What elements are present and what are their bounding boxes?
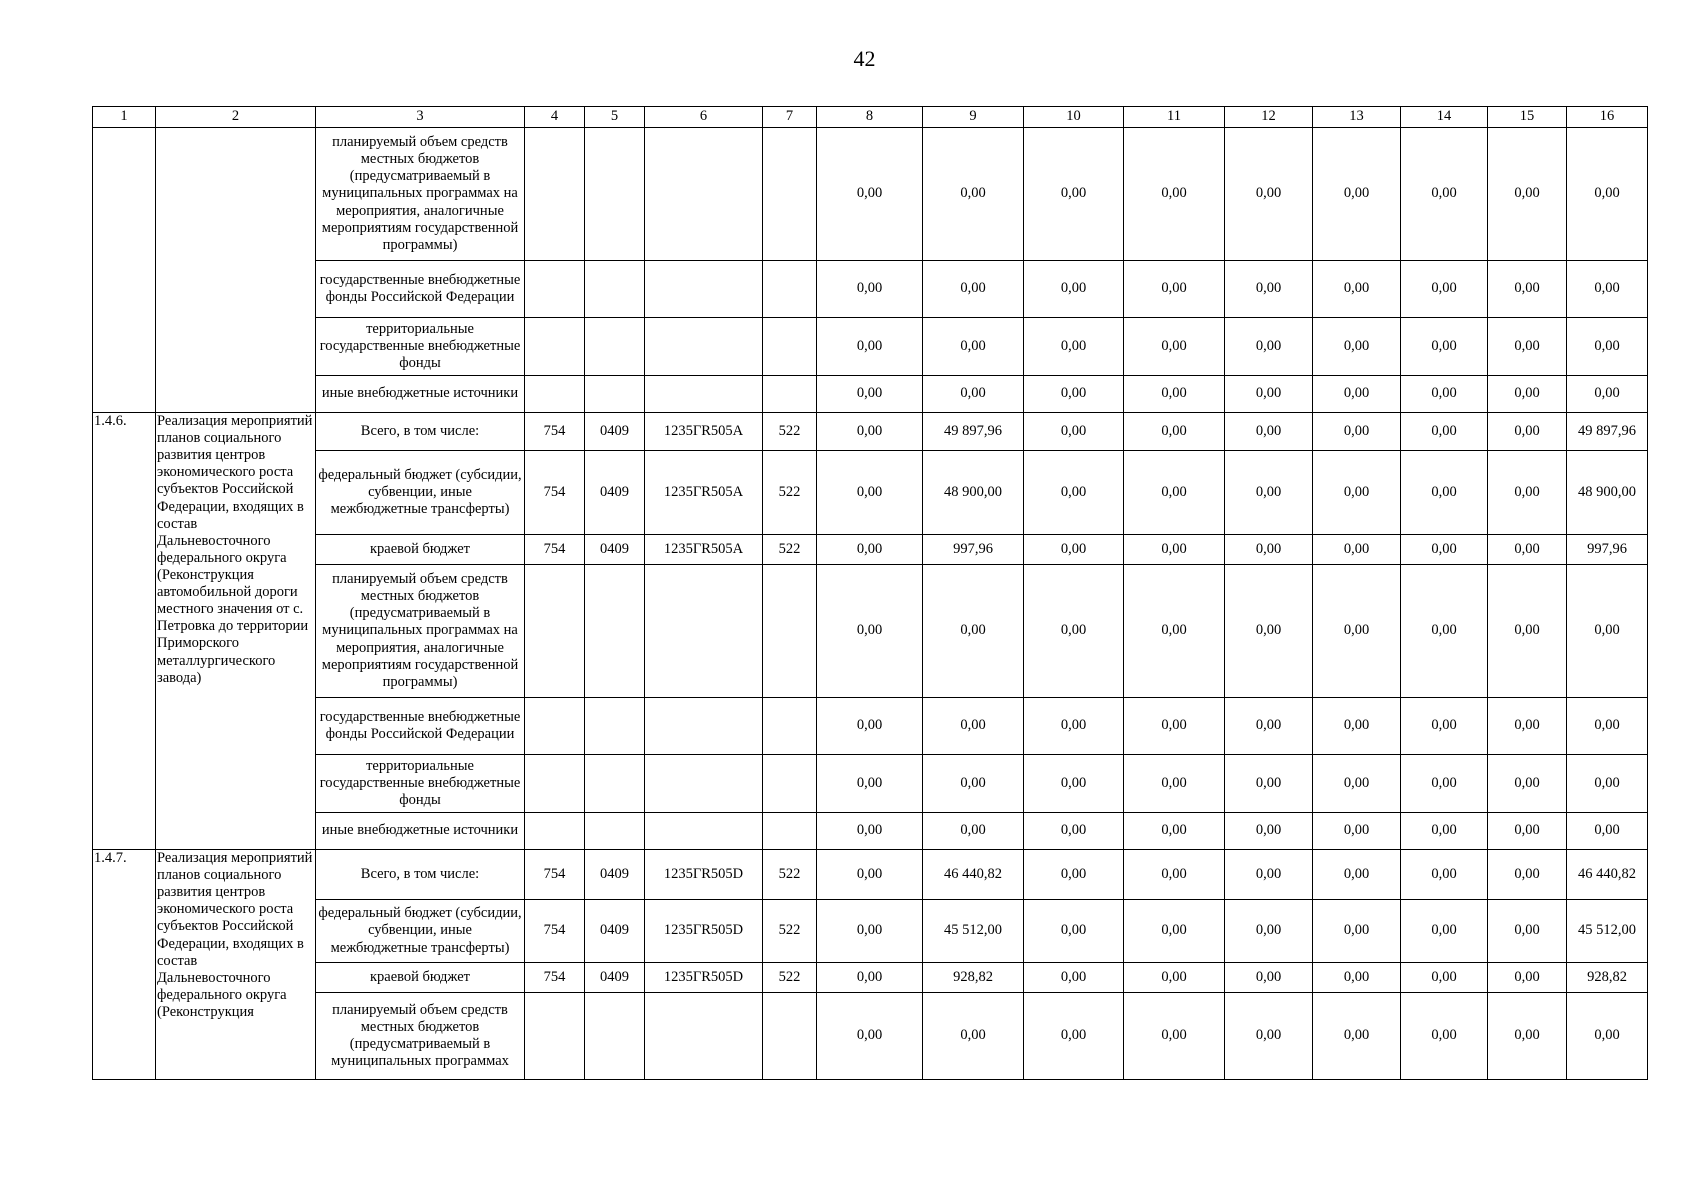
table-row xyxy=(93,565,1648,698)
section-code: 0409 xyxy=(585,413,645,451)
funding-source: краевой бюджет xyxy=(316,963,525,993)
amount-cell: 45 512,00 xyxy=(1567,900,1648,963)
amount-cell: 0,00 xyxy=(817,993,923,1080)
amount-cell: 0,00 xyxy=(1488,451,1567,535)
page-number: 42 xyxy=(853,46,876,71)
amount-cell: 928,82 xyxy=(1567,963,1648,993)
header-cell: 6 xyxy=(645,107,763,128)
amount-cell: 0,00 xyxy=(817,963,923,993)
amount-cell: 0,00 xyxy=(1313,755,1401,813)
target-article-code xyxy=(645,993,763,1080)
amount-cell: 0,00 xyxy=(1401,565,1488,698)
funding-source: государственные внебюджетные фонды Российской Федерации xyxy=(316,698,525,755)
amount-cell: 0,00 xyxy=(1488,900,1567,963)
amount-cell: 0,00 xyxy=(1401,451,1488,535)
amount-cell: 0,00 xyxy=(923,318,1024,376)
expense-type-code xyxy=(763,755,817,813)
amount-cell: 0,00 xyxy=(1401,413,1488,451)
section-code xyxy=(585,755,645,813)
amount-cell: 0,00 xyxy=(923,128,1024,261)
item-number-cell xyxy=(93,128,156,413)
amount-cell: 0,00 xyxy=(923,698,1024,755)
amount-cell: 0,00 xyxy=(1313,413,1401,451)
amount-cell: 0,00 xyxy=(1488,698,1567,755)
amount-cell: 0,00 xyxy=(923,755,1024,813)
amount-cell: 0,00 xyxy=(1401,376,1488,413)
amount-cell: 0,00 xyxy=(1124,413,1225,451)
amount-cell: 0,00 xyxy=(1488,376,1567,413)
amount-cell: 0,00 xyxy=(1024,128,1124,261)
target-article-code xyxy=(645,698,763,755)
funding-source: Всего, в том числе: xyxy=(316,413,525,451)
admin-code xyxy=(525,318,585,376)
amount-cell: 0,00 xyxy=(817,698,923,755)
section-code xyxy=(585,813,645,850)
amount-cell: 0,00 xyxy=(817,261,923,318)
amount-cell: 0,00 xyxy=(1024,755,1124,813)
amount-cell: 0,00 xyxy=(1024,535,1124,565)
amount-cell: 0,00 xyxy=(1488,850,1567,900)
amount-cell: 0,00 xyxy=(1401,813,1488,850)
section-code xyxy=(585,565,645,698)
amount-cell: 0,00 xyxy=(1225,413,1313,451)
table-row xyxy=(93,261,1648,318)
funding-source: иные внебюджетные источники xyxy=(316,813,525,850)
amount-cell: 0,00 xyxy=(1567,318,1648,376)
expense-type-code xyxy=(763,261,817,318)
funding-source: планируемый объем средств местных бюджетов (предусматриваемый в муниципальных программах на мероприятия, аналогичные мероприятиям государственной программы) xyxy=(316,565,525,698)
section-code xyxy=(585,698,645,755)
amount-cell: 0,00 xyxy=(1225,535,1313,565)
amount-cell: 0,00 xyxy=(1313,376,1401,413)
amount-cell: 0,00 xyxy=(1488,413,1567,451)
amount-cell: 997,96 xyxy=(1567,535,1648,565)
table-row xyxy=(93,850,1648,900)
item-name-cell xyxy=(156,128,316,413)
amount-cell: 0,00 xyxy=(1225,900,1313,963)
amount-cell: 0,00 xyxy=(1313,318,1401,376)
expense-type-code xyxy=(763,128,817,261)
amount-cell: 0,00 xyxy=(1124,451,1225,535)
amount-cell: 49 897,96 xyxy=(1567,413,1648,451)
expense-type-code xyxy=(763,813,817,850)
amount-cell: 0,00 xyxy=(1313,535,1401,565)
target-article-code xyxy=(645,376,763,413)
header-cell: 5 xyxy=(585,107,645,128)
amount-cell: 48 900,00 xyxy=(923,451,1024,535)
amount-cell: 0,00 xyxy=(1488,963,1567,993)
amount-cell: 0,00 xyxy=(1124,128,1225,261)
amount-cell: 0,00 xyxy=(1124,698,1225,755)
amount-cell: 0,00 xyxy=(1124,813,1225,850)
header-cell: 12 xyxy=(1225,107,1313,128)
amount-cell: 48 900,00 xyxy=(1567,451,1648,535)
section-code: 0409 xyxy=(585,451,645,535)
amount-cell: 0,00 xyxy=(1225,813,1313,850)
admin-code: 754 xyxy=(525,451,585,535)
column-number-header-row xyxy=(93,107,1648,128)
target-article-code xyxy=(645,813,763,850)
amount-cell: 0,00 xyxy=(1024,318,1124,376)
table-row xyxy=(93,413,1648,451)
target-article-code: 1235ГR505D xyxy=(645,900,763,963)
amount-cell: 0,00 xyxy=(923,993,1024,1080)
amount-cell: 0,00 xyxy=(1567,698,1648,755)
amount-cell: 0,00 xyxy=(1488,813,1567,850)
amount-cell: 0,00 xyxy=(1024,900,1124,963)
amount-cell: 0,00 xyxy=(817,413,923,451)
amount-cell: 0,00 xyxy=(1124,261,1225,318)
admin-code: 754 xyxy=(525,850,585,900)
expense-type-code xyxy=(763,993,817,1080)
amount-cell: 0,00 xyxy=(1488,565,1567,698)
amount-cell: 0,00 xyxy=(1313,451,1401,535)
amount-cell: 0,00 xyxy=(1401,261,1488,318)
amount-cell: 0,00 xyxy=(923,376,1024,413)
item-name: Реализация мероприятий планов социального развития центров экономического роста субъектов Российской Федерации, входящих в состав Дальневосточного федерального округа (Реконструкция автомобильной дороги местного значения от с. Петровка до территории Приморского металлургического завода) xyxy=(156,413,316,850)
amount-cell: 0,00 xyxy=(1124,850,1225,900)
expense-type-code: 522 xyxy=(763,451,817,535)
item-number: 1.4.6. xyxy=(93,413,156,850)
header-cell: 4 xyxy=(525,107,585,128)
header-cell: 10 xyxy=(1024,107,1124,128)
target-article-code xyxy=(645,318,763,376)
budget-table xyxy=(92,106,1648,1080)
target-article-code: 1235ГR505A xyxy=(645,451,763,535)
amount-cell: 0,00 xyxy=(817,451,923,535)
funding-source: иные внебюджетные источники xyxy=(316,376,525,413)
admin-code xyxy=(525,128,585,261)
amount-cell: 0,00 xyxy=(1313,128,1401,261)
amount-cell: 0,00 xyxy=(1024,963,1124,993)
amount-cell: 0,00 xyxy=(1567,565,1648,698)
funding-source: территориальные государственные внебюджетные фонды xyxy=(316,755,525,813)
expense-type-code xyxy=(763,565,817,698)
amount-cell: 0,00 xyxy=(817,900,923,963)
target-article-code xyxy=(645,128,763,261)
amount-cell: 49 897,96 xyxy=(923,413,1024,451)
amount-cell: 0,00 xyxy=(817,813,923,850)
amount-cell: 0,00 xyxy=(1124,900,1225,963)
table-row xyxy=(93,900,1648,963)
funding-source: государственные внебюджетные фонды Российской Федерации xyxy=(316,261,525,318)
amount-cell: 0,00 xyxy=(1225,698,1313,755)
header-cell: 13 xyxy=(1313,107,1401,128)
target-article-code: 1235ГR505A xyxy=(645,535,763,565)
header-cell: 15 xyxy=(1488,107,1567,128)
section-code: 0409 xyxy=(585,535,645,565)
target-article-code xyxy=(645,261,763,318)
table-row xyxy=(93,813,1648,850)
expense-type-code: 522 xyxy=(763,850,817,900)
amount-cell: 0,00 xyxy=(817,535,923,565)
amount-cell: 0,00 xyxy=(1488,318,1567,376)
amount-cell: 0,00 xyxy=(1124,535,1225,565)
amount-cell: 0,00 xyxy=(1313,813,1401,850)
section-code: 0409 xyxy=(585,900,645,963)
amount-cell: 0,00 xyxy=(1124,318,1225,376)
amount-cell: 0,00 xyxy=(817,128,923,261)
table-row xyxy=(93,755,1648,813)
amount-cell: 0,00 xyxy=(1024,565,1124,698)
section-code xyxy=(585,128,645,261)
amount-cell: 46 440,82 xyxy=(923,850,1024,900)
amount-cell: 0,00 xyxy=(1024,413,1124,451)
amount-cell: 45 512,00 xyxy=(923,900,1024,963)
target-article-code xyxy=(645,565,763,698)
amount-cell: 0,00 xyxy=(923,565,1024,698)
table-row xyxy=(93,963,1648,993)
item-name: Реализация мероприятий планов социального развития центров экономического роста субъектов Российской Федерации, входящих в состав Дальневосточного федерального округа (Реконструкция xyxy=(156,850,316,1080)
amount-cell: 0,00 xyxy=(1225,261,1313,318)
amount-cell: 0,00 xyxy=(817,850,923,900)
amount-cell: 0,00 xyxy=(1225,376,1313,413)
amount-cell: 0,00 xyxy=(1225,993,1313,1080)
funding-source: Всего, в том числе: xyxy=(316,850,525,900)
expense-type-code xyxy=(763,318,817,376)
amount-cell: 0,00 xyxy=(1225,850,1313,900)
amount-cell: 0,00 xyxy=(1225,451,1313,535)
amount-cell: 0,00 xyxy=(817,565,923,698)
admin-code: 754 xyxy=(525,900,585,963)
amount-cell: 0,00 xyxy=(817,376,923,413)
amount-cell: 0,00 xyxy=(1401,698,1488,755)
amount-cell: 0,00 xyxy=(1225,963,1313,993)
amount-cell: 0,00 xyxy=(923,261,1024,318)
amount-cell: 0,00 xyxy=(1313,900,1401,963)
funding-source: федеральный бюджет (субсидии, субвенции, иные межбюджетные трансферты) xyxy=(316,451,525,535)
amount-cell: 0,00 xyxy=(1225,755,1313,813)
amount-cell: 0,00 xyxy=(1124,993,1225,1080)
funding-source: планируемый объем средств местных бюджетов (предусматриваемый в муниципальных программах xyxy=(316,993,525,1080)
amount-cell: 0,00 xyxy=(1567,993,1648,1080)
header-cell: 3 xyxy=(316,107,525,128)
amount-cell: 0,00 xyxy=(1313,698,1401,755)
amount-cell: 0,00 xyxy=(1225,128,1313,261)
table-row xyxy=(93,128,1648,261)
table-body xyxy=(93,107,1648,1080)
amount-cell: 0,00 xyxy=(1124,963,1225,993)
table-row xyxy=(93,376,1648,413)
admin-code xyxy=(525,813,585,850)
admin-code: 754 xyxy=(525,535,585,565)
admin-code xyxy=(525,698,585,755)
section-code xyxy=(585,261,645,318)
table-row xyxy=(93,535,1648,565)
header-cell: 9 xyxy=(923,107,1024,128)
amount-cell: 0,00 xyxy=(1024,850,1124,900)
amount-cell: 0,00 xyxy=(1124,376,1225,413)
amount-cell: 0,00 xyxy=(1313,565,1401,698)
amount-cell: 0,00 xyxy=(1024,698,1124,755)
target-article-code: 1235ГR505A xyxy=(645,413,763,451)
expense-type-code xyxy=(763,376,817,413)
amount-cell: 0,00 xyxy=(1401,128,1488,261)
header-cell: 7 xyxy=(763,107,817,128)
amount-cell: 0,00 xyxy=(1401,850,1488,900)
table-row xyxy=(93,451,1648,535)
admin-code xyxy=(525,993,585,1080)
amount-cell: 0,00 xyxy=(1401,755,1488,813)
funding-source: федеральный бюджет (субсидии, субвенции, иные межбюджетные трансферты) xyxy=(316,900,525,963)
amount-cell: 928,82 xyxy=(923,963,1024,993)
header-cell: 16 xyxy=(1567,107,1648,128)
amount-cell: 0,00 xyxy=(1401,318,1488,376)
amount-cell: 0,00 xyxy=(1124,565,1225,698)
amount-cell: 0,00 xyxy=(1567,261,1648,318)
funding-source: территориальные государственные внебюджетные фонды xyxy=(316,318,525,376)
amount-cell: 0,00 xyxy=(1567,376,1648,413)
section-code: 0409 xyxy=(585,963,645,993)
amount-cell: 0,00 xyxy=(1567,128,1648,261)
expense-type-code xyxy=(763,698,817,755)
expense-type-code: 522 xyxy=(763,900,817,963)
admin-code: 754 xyxy=(525,963,585,993)
amount-cell: 997,96 xyxy=(923,535,1024,565)
table-row xyxy=(93,993,1648,1080)
target-article-code xyxy=(645,755,763,813)
amount-cell: 0,00 xyxy=(923,813,1024,850)
header-cell: 14 xyxy=(1401,107,1488,128)
header-cell: 2 xyxy=(156,107,316,128)
amount-cell: 0,00 xyxy=(1024,993,1124,1080)
amount-cell: 0,00 xyxy=(1488,993,1567,1080)
amount-cell: 0,00 xyxy=(1024,813,1124,850)
amount-cell: 0,00 xyxy=(1567,813,1648,850)
admin-code xyxy=(525,755,585,813)
section-code: 0409 xyxy=(585,850,645,900)
amount-cell: 0,00 xyxy=(817,755,923,813)
table-row xyxy=(93,698,1648,755)
section-code xyxy=(585,376,645,413)
amount-cell: 0,00 xyxy=(1488,535,1567,565)
section-code xyxy=(585,318,645,376)
amount-cell: 46 440,82 xyxy=(1567,850,1648,900)
item-number: 1.4.7. xyxy=(93,850,156,1080)
amount-cell: 0,00 xyxy=(1313,261,1401,318)
amount-cell: 0,00 xyxy=(1024,451,1124,535)
admin-code xyxy=(525,565,585,698)
amount-cell: 0,00 xyxy=(1313,963,1401,993)
amount-cell: 0,00 xyxy=(817,318,923,376)
amount-cell: 0,00 xyxy=(1567,755,1648,813)
table-row xyxy=(93,318,1648,376)
amount-cell: 0,00 xyxy=(1488,755,1567,813)
header-cell: 11 xyxy=(1124,107,1225,128)
target-article-code: 1235ГR505D xyxy=(645,963,763,993)
header-cell: 1 xyxy=(93,107,156,128)
admin-code xyxy=(525,376,585,413)
amount-cell: 0,00 xyxy=(1024,376,1124,413)
amount-cell: 0,00 xyxy=(1488,128,1567,261)
amount-cell: 0,00 xyxy=(1313,850,1401,900)
funding-source: краевой бюджет xyxy=(316,535,525,565)
expense-type-code: 522 xyxy=(763,963,817,993)
amount-cell: 0,00 xyxy=(1313,993,1401,1080)
amount-cell: 0,00 xyxy=(1401,993,1488,1080)
expense-type-code: 522 xyxy=(763,413,817,451)
admin-code xyxy=(525,261,585,318)
amount-cell: 0,00 xyxy=(1225,565,1313,698)
expense-type-code: 522 xyxy=(763,535,817,565)
admin-code: 754 xyxy=(525,413,585,451)
amount-cell: 0,00 xyxy=(1124,755,1225,813)
amount-cell: 0,00 xyxy=(1024,261,1124,318)
amount-cell: 0,00 xyxy=(1401,963,1488,993)
amount-cell: 0,00 xyxy=(1488,261,1567,318)
amount-cell: 0,00 xyxy=(1401,900,1488,963)
amount-cell: 0,00 xyxy=(1401,535,1488,565)
amount-cell: 0,00 xyxy=(1225,318,1313,376)
funding-source: планируемый объем средств местных бюджетов (предусматриваемый в муниципальных программах на мероприятия, аналогичные мероприятиям государственной программы) xyxy=(316,128,525,261)
section-code xyxy=(585,993,645,1080)
target-article-code: 1235ГR505D xyxy=(645,850,763,900)
header-cell: 8 xyxy=(817,107,923,128)
